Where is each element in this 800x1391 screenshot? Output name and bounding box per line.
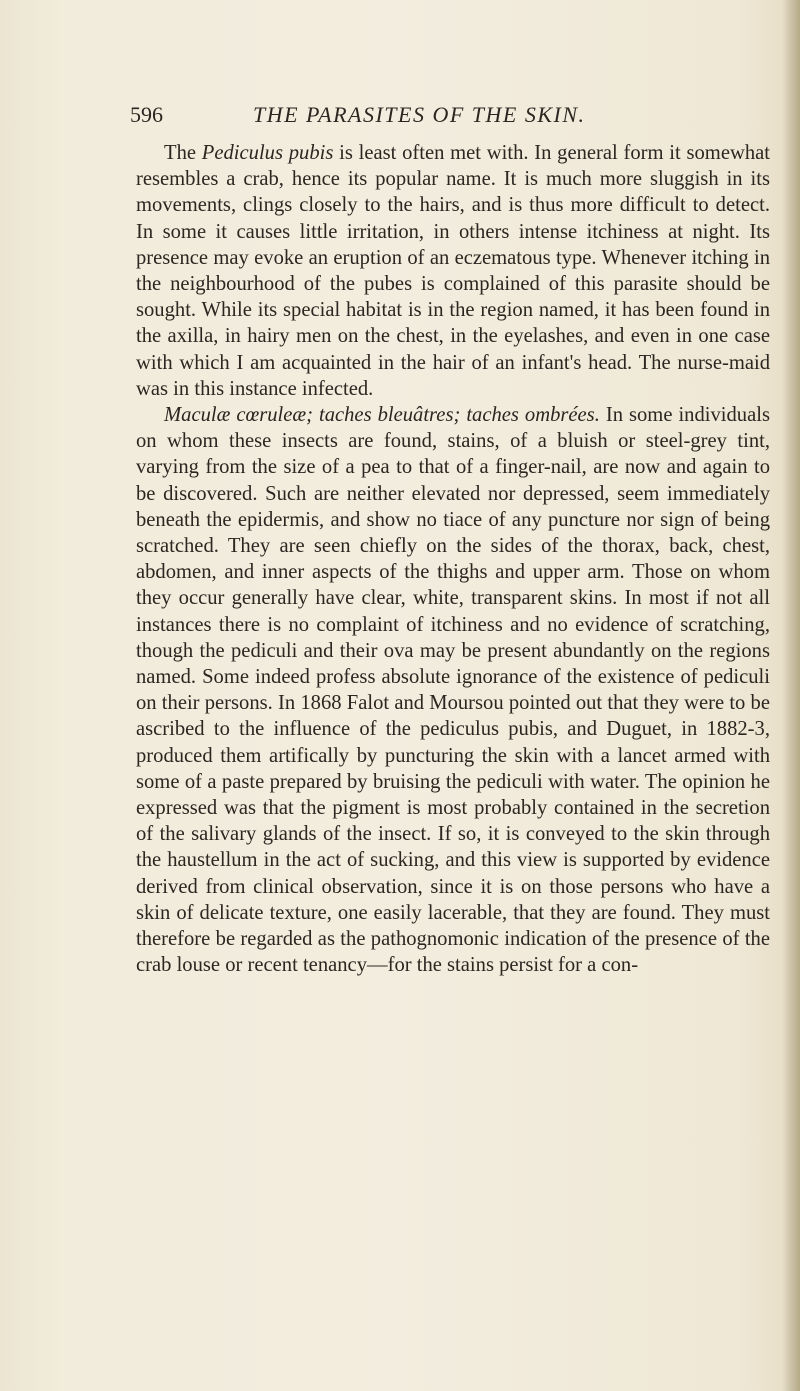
page-edge-shadow	[782, 0, 800, 1391]
page-number: 596	[130, 102, 163, 127]
body-text	[136, 140, 770, 979]
paragraph-text: In some individuals on whom these insects are found, stains, of a bluish or steel-grey tint, varying from the size of a pea to that of a finger-nail, are now and again to be discovered. Such are neither elevated nor depressed, seem immediately beneath the epidermis, and show no tiace of any puncture nor sign of being scratched. They are seen chiefly on the sides of the thorax, back, chest, abdomen, and inner aspects of the thighs and upper arm. Those on whom they occur generally have clear, white, transparent skins. In most if not all instances there is no complaint of itchiness and no evidence of scratching, though the pediculi and their ova may be present abundantly on the regions named. Some indeed profess absolute ignorance of the existence of pediculi on their persons. In 1868 Falot and Moursou pointed out that they were to be ascribed to the influence of the pediculus pubis, and Duguet, in 1882-3, produced them artifically by puncturing the skin with a lancet armed with some of a paste prepared by bruising the pediculi with water. The opinion he expressed was that the pigment is most probably contained in the secretion of the salivary glands of the insect. If so, it is conveyed to the skin through the haustellum in the act of sucking, and this view is supported by evidence derived from clinical observation, since it is on those persons who have a skin of delicate texture, one easily lacerable, that they are found. They must therefore be regarded as the pathognomonic indication of the presence of the crab louse or recent tenancy—for the stains persist for a con-	[136, 404, 770, 977]
page-header	[130, 100, 770, 130]
section-heading: Maculæ cœruleæ; taches bleuâtres; taches ombrées.	[164, 404, 600, 427]
paragraph-text: is least often met with. In general form it somewhat resembles a crab, hence its popular name. It is much more sluggish in its movements, clings closely to the hairs, and is thus more difficult to detect. In some it causes little irritation, in others intense itchiness at night. Its presence may evoke an eruption of an eczematous type. Whenever itching in the neighbourhood of the pubes is complained of this parasite should be sought. While its special habitat is in the region named, it has been found in the axilla, in hairy men on the chest, in the eyelashes, and even in one case with which I am acquainted in the hair of an infant's head. The nurse-maid was in this instance infected.	[136, 142, 771, 400]
paragraph-maculae-caeruleae	[136, 402, 770, 978]
paragraph-intro: The	[164, 142, 202, 164]
species-name: Pediculus pubis	[201, 142, 334, 164]
running-head: THE PARASITES OF THE SKIN.	[253, 102, 586, 127]
paragraph-pediculus-pubis	[136, 140, 770, 402]
